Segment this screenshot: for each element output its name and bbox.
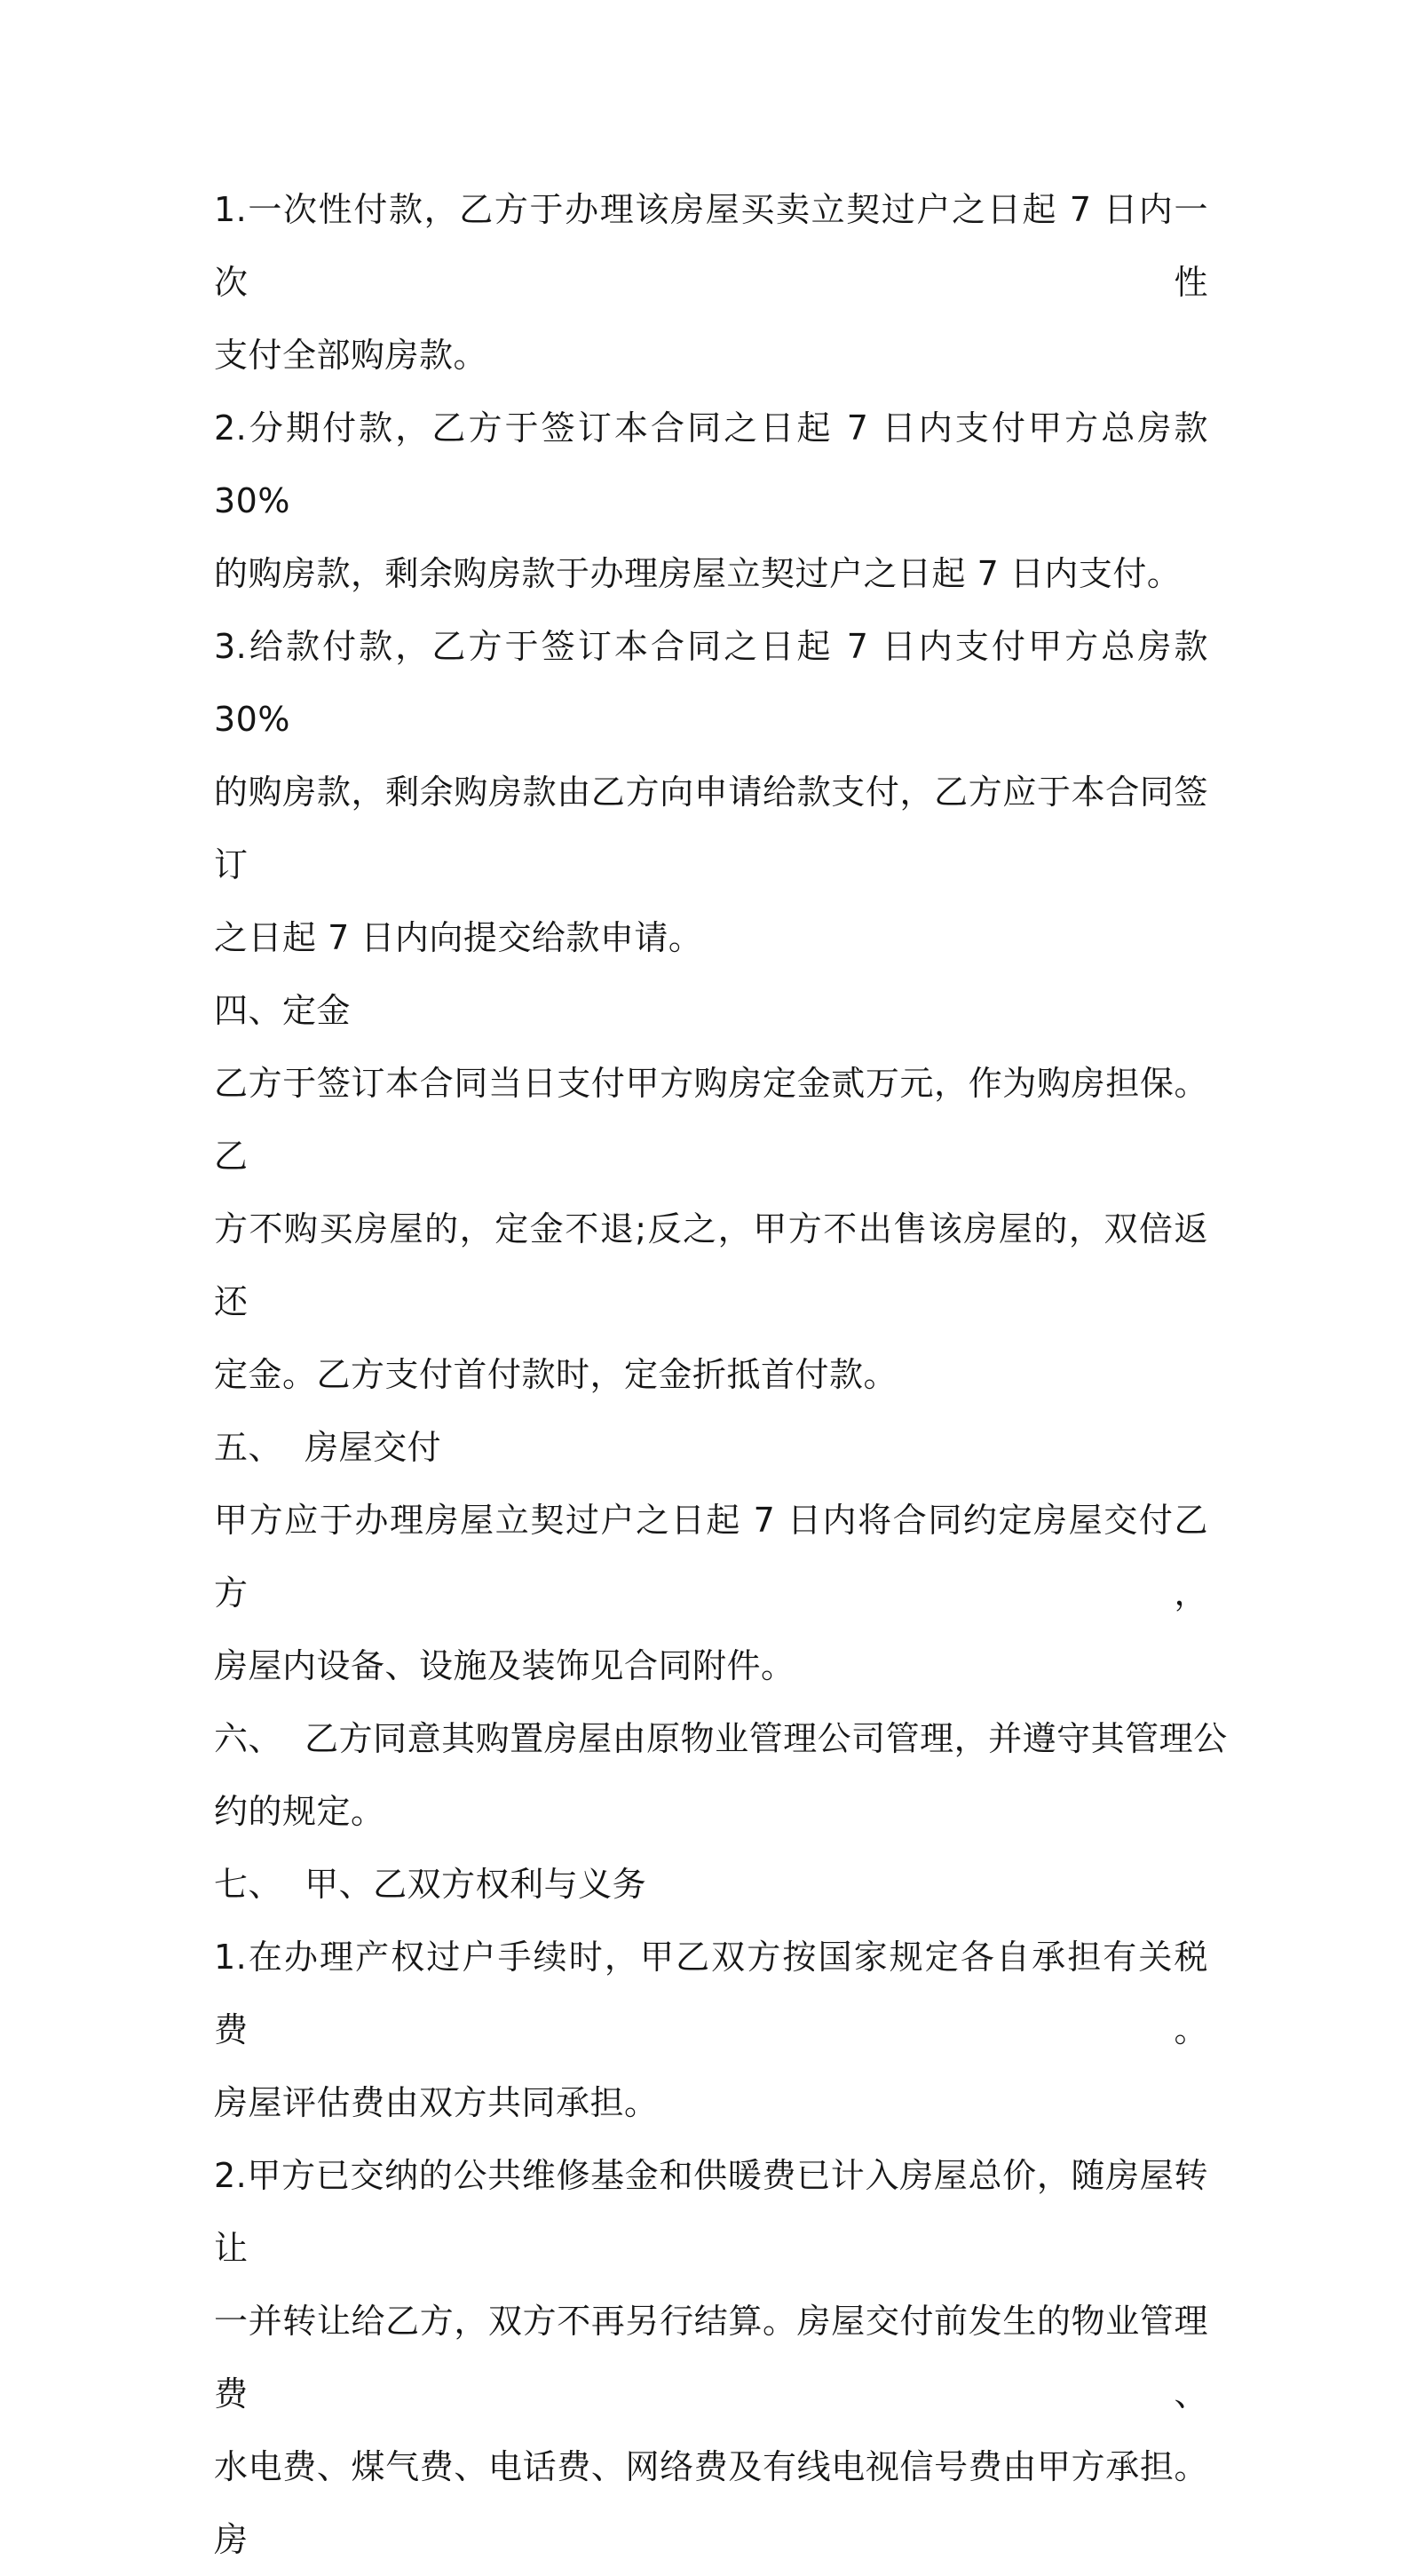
clause-delivery <box>214 1484 1208 1702</box>
text-line: 1.在办理产权过户手续时，甲乙双方按国家规定各自承担有关税费。 <box>214 1938 1208 2049</box>
text-line: 定金。乙方支付首付款时，定金折抵首付款。 <box>214 1355 898 1394</box>
text-line: 房屋评估费由双方共同承担。 <box>214 2083 659 2122</box>
text-line: 六、 乙方同意其购置房屋由原物业管理公司管理，并遵守其管理公 <box>214 1719 1228 1758</box>
text-line: 的购房款，剩余购房款由乙方向申请给款支付，乙方应于本合同签订 <box>214 773 1208 884</box>
clause-payment-installment <box>214 392 1208 610</box>
clause-taxes <box>214 1921 1208 2139</box>
clause-property-management <box>214 1702 1228 1848</box>
text-line: 水电费、煤气费、电话费、网络费及有线电视信号费由甲方承担。房 <box>214 2447 1208 2559</box>
text-line: 1.一次性付款，乙方于办理该房屋买卖立契过户之日起 7 日内一次性 <box>214 190 1208 302</box>
text-line: 一并转让给乙方，双方不再另行结算。房屋交付前发生的物业管理费、 <box>214 2302 1208 2414</box>
text-line: 乙方于签订本合同当日支付甲方购房定金贰万元，作为购房担保。乙 <box>214 1064 1208 1176</box>
section-heading-rights-obligations: 七、 甲、乙双方权利与义务 <box>214 1865 647 1904</box>
section-heading-deposit: 四、定金 <box>214 991 352 1030</box>
text-line: 方不购买房屋的，定金不退;反之，甲方不出售该房屋的，双倍返还 <box>214 1209 1208 1321</box>
text-line: 2.分期付款，乙方于签订本合同之日起 7 日内支付甲方总房款 30% <box>214 408 1208 520</box>
text-line: 之日起 7 日内向提交给款申请。 <box>214 918 703 957</box>
clause-payment-lump-sum <box>214 173 1208 392</box>
text-line: 3.给款付款，乙方于签订本合同之日起 7 日内支付甲方总房款 30% <box>214 627 1208 739</box>
section-heading-delivery: 五、 房屋交付 <box>214 1428 442 1467</box>
text-line: 约的规定。 <box>214 1792 385 1831</box>
clause-maintenance-fund <box>214 2139 1208 2576</box>
text-line: 的购房款，剩余购房款于办理房屋立契过户之日起 7 日内支付。 <box>214 554 1182 593</box>
text-line: 支付全部购房款。 <box>214 336 488 375</box>
text-line: 2.甲方已交纳的公共维修基金和供暖费已计入房屋总价，随房屋转让 <box>214 2156 1208 2268</box>
clause-payment-loan <box>214 610 1208 974</box>
document-body <box>214 173 1228 2576</box>
text-line: 房屋内设备、设施及装饰见合同附件。 <box>214 1646 795 1685</box>
clause-deposit <box>214 1047 1208 1411</box>
text-line: 甲方应于办理房屋立契过户之日起 7 日内将合同约定房屋交付乙方， <box>214 1501 1208 1613</box>
